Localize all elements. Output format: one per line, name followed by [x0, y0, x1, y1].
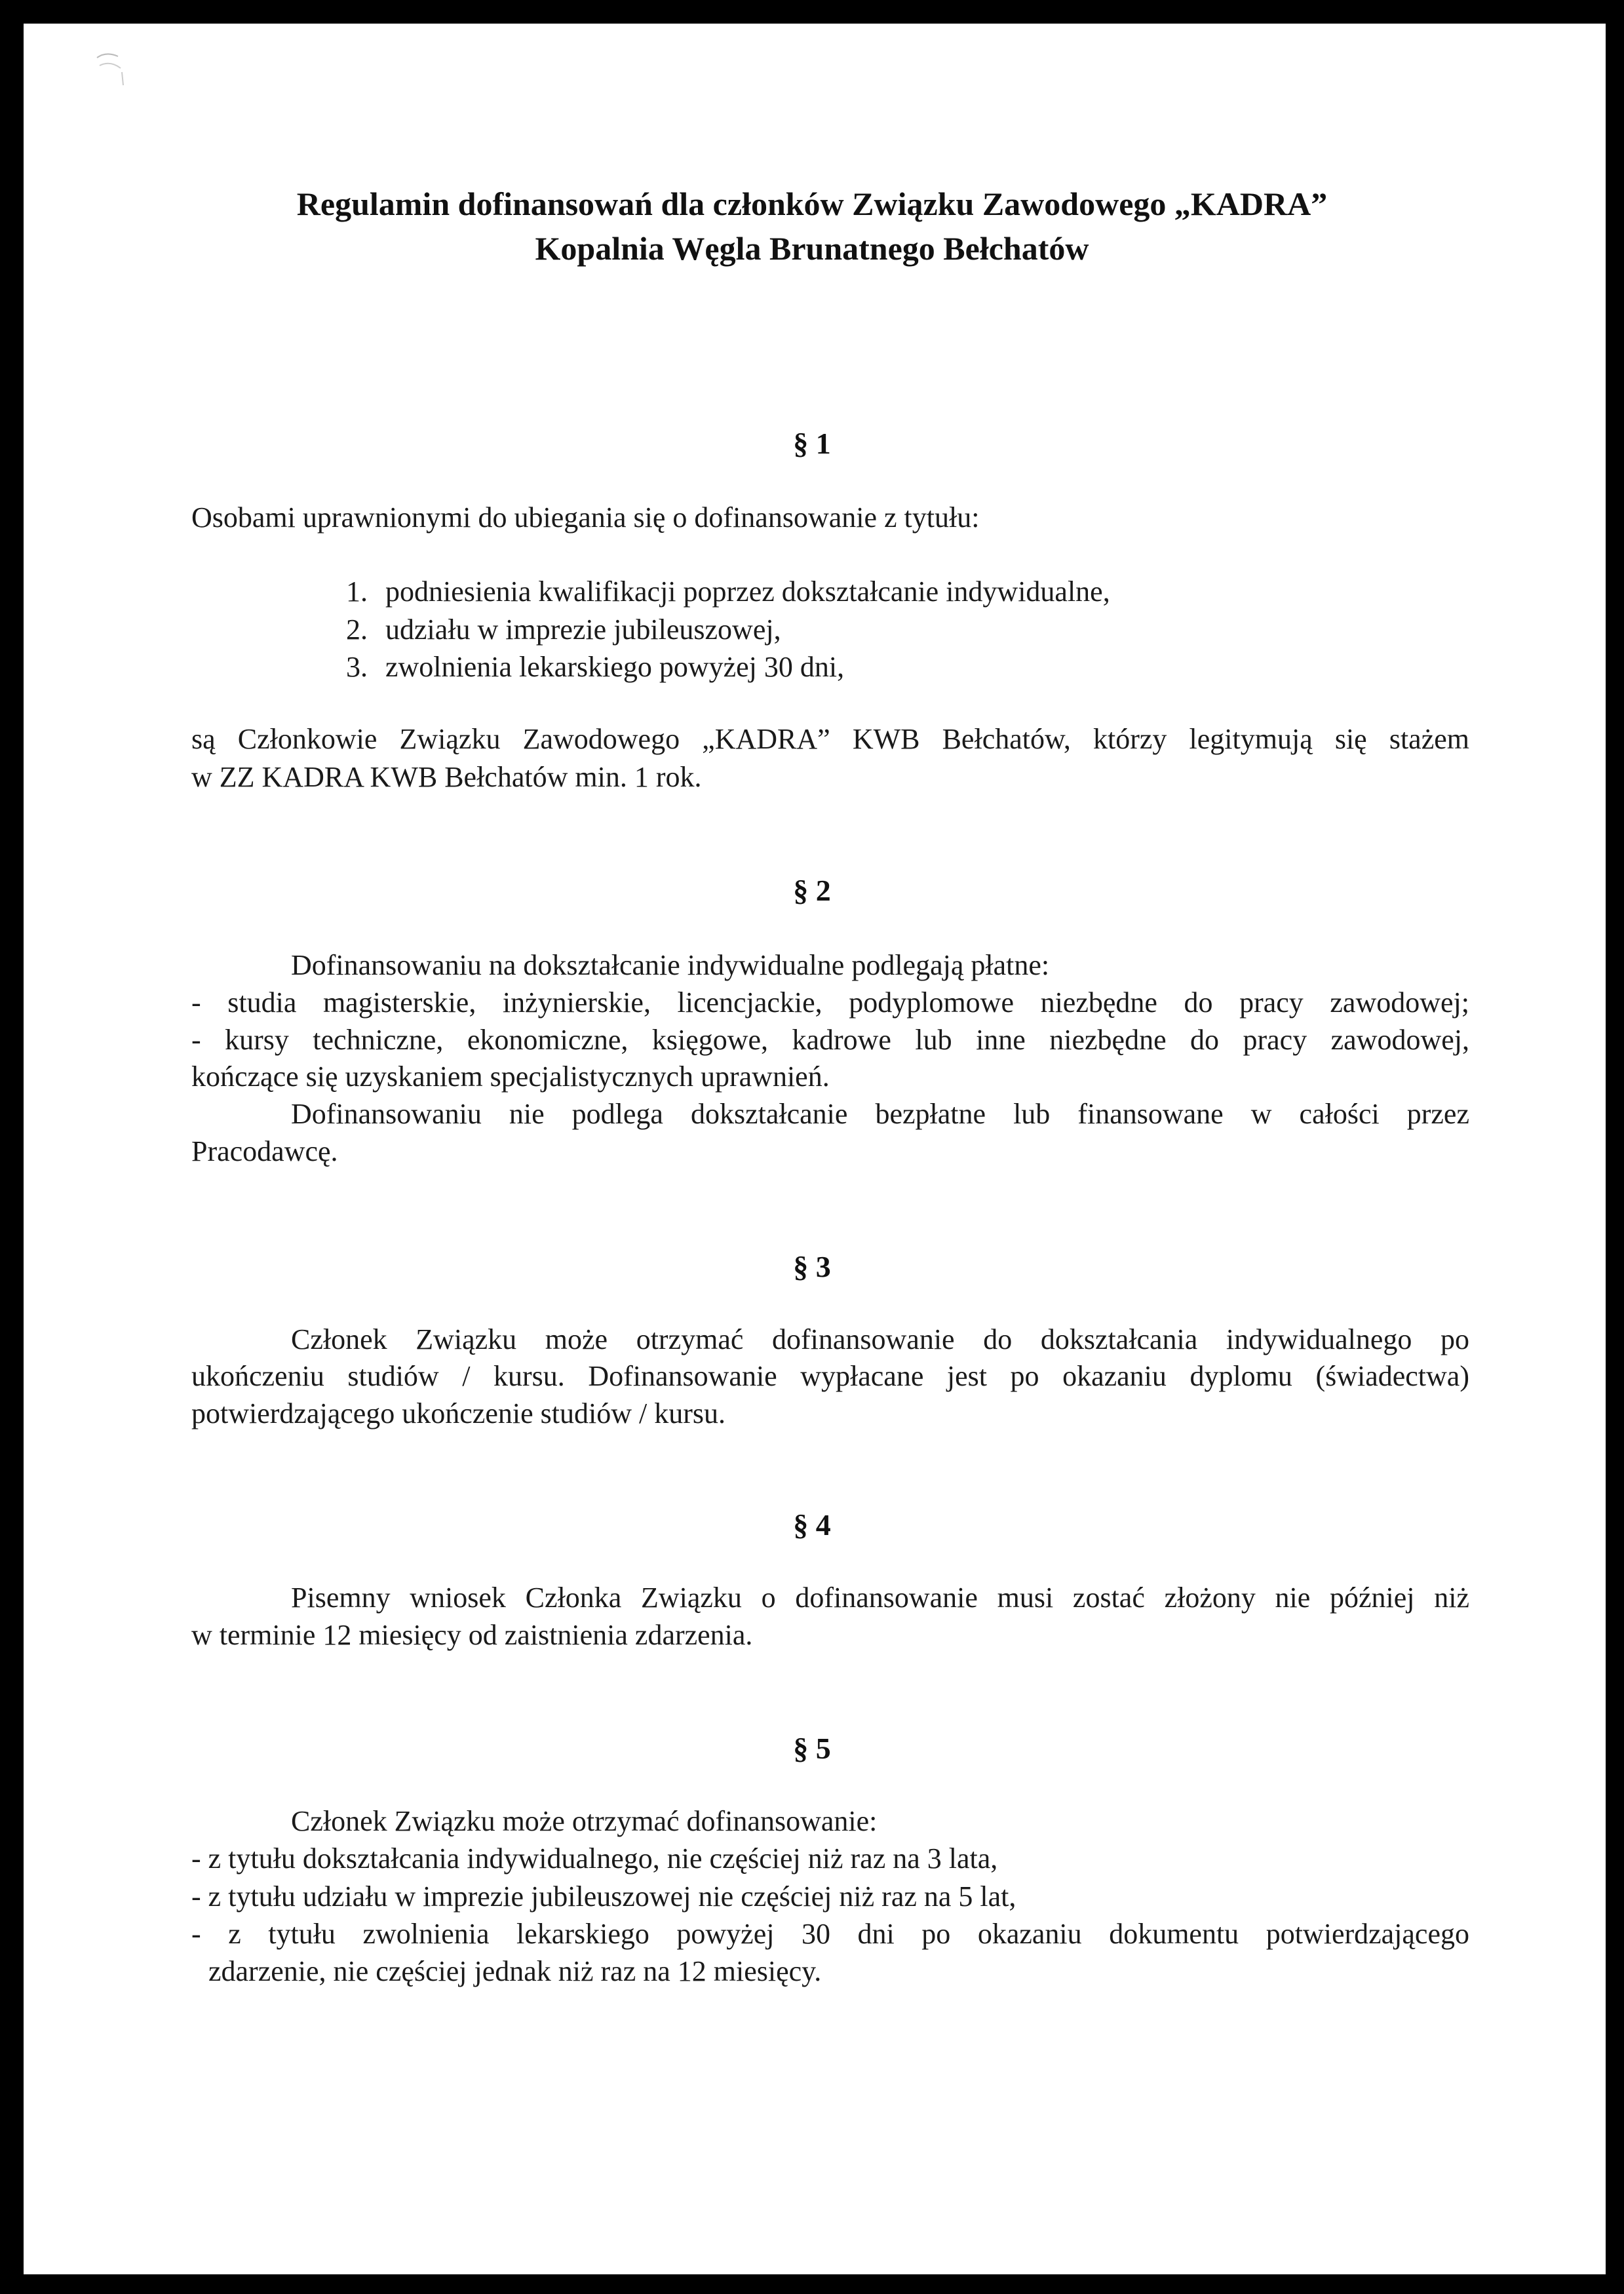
section-5-heading: § 5	[793, 1732, 831, 1765]
section-1-closing-line1: są Członkowie Związku Zawodowego „KADRA” KWB Bełchatów, którzy legitymują się stażem	[191, 723, 1469, 755]
section-2-heading: § 2	[793, 874, 831, 907]
section-2-line6: Pracodawcę.	[191, 1135, 338, 1167]
section-4-line1: Pisemny wniosek Członka Związku o dofinansowanie musi zostać złożony nie później niż	[291, 1582, 1469, 1614]
section-3-line1: Członek Związku może otrzymać dofinansowanie do dokształcania indywidualnego po	[291, 1323, 1469, 1355]
section-1-closing-line2: w ZZ KADRA KWB Bełchatów min. 1 rok.	[191, 761, 702, 793]
section-4-heading: § 4	[793, 1508, 831, 1542]
section-5-line1: Członek Związku może otrzymać dofinansowanie:	[291, 1805, 878, 1837]
document-title-line1: Regulamin dofinansowań dla członków Związku Zawodowego „KADRA”	[296, 185, 1328, 222]
list-item: zwolnienia lekarskiego powyżej 30 dni,	[385, 651, 845, 683]
section-2-line4: kończące się uzyskaniem specjalistycznych uprawnień.	[191, 1060, 830, 1093]
document-title-line2: Kopalnia Węgla Brunatnego Bełchatów	[535, 230, 1089, 267]
list-item-number: 3.	[346, 651, 368, 683]
section-5-line3: - z tytułu udziału w imprezie jubileuszowej nie częściej niż raz na 5 lat,	[191, 1880, 1016, 1913]
scan-smudge	[92, 46, 131, 98]
list-item: udziału w imprezie jubileuszowej,	[385, 613, 781, 646]
section-3-heading: § 3	[793, 1250, 831, 1283]
section-5-line5: zdarzenie, nie częściej jednak niż raz na 12 miesięcy.	[208, 1955, 822, 1987]
section-5-line4: - z tytułu zwolnienia lekarskiego powyżej 30 dni po okazaniu dokumentu potwierdzającego	[191, 1918, 1469, 1950]
list-item-number: 1.	[346, 575, 368, 608]
list-item: podniesienia kwalifikacji poprzez dokształcanie indywidualne,	[385, 575, 1110, 608]
section-2-line5: Dofinansowaniu nie podlega dokształcanie bezpłatne lub finansowane w całości przez	[291, 1098, 1469, 1130]
section-1-intro: Osobami uprawnionymi do ubiegania się o dofinansowanie z tytułu:	[191, 501, 980, 534]
section-5-line2: - z tytułu dokształcania indywidualnego, nie częściej niż raz na 3 lata,	[191, 1842, 998, 1875]
section-1-heading: § 1	[793, 427, 831, 460]
section-3-line3: potwierdzającego ukończenie studiów / kursu.	[191, 1397, 725, 1429]
section-2-line1: Dofinansowaniu na dokształcanie indywidualne podlegają płatne:	[291, 949, 1050, 981]
section-2-line3: - kursy techniczne, ekonomiczne, księgowe, kadrowe lub inne niezbędne do pracy zawodowej,	[191, 1024, 1469, 1056]
section-3-line2: ukończeniu studiów / kursu. Dofinansowanie wypłacane jest po okazaniu dyplomu (świadectwa)	[191, 1360, 1469, 1392]
section-4-line2: w terminie 12 miesięcy od zaistnienia zdarzenia.	[191, 1619, 753, 1651]
list-item-number: 2.	[346, 613, 368, 646]
section-2-line2: - studia magisterskie, inżynierskie, licencjackie, podyplomowe niezbędne do pracy zawodowej;	[191, 986, 1469, 1019]
